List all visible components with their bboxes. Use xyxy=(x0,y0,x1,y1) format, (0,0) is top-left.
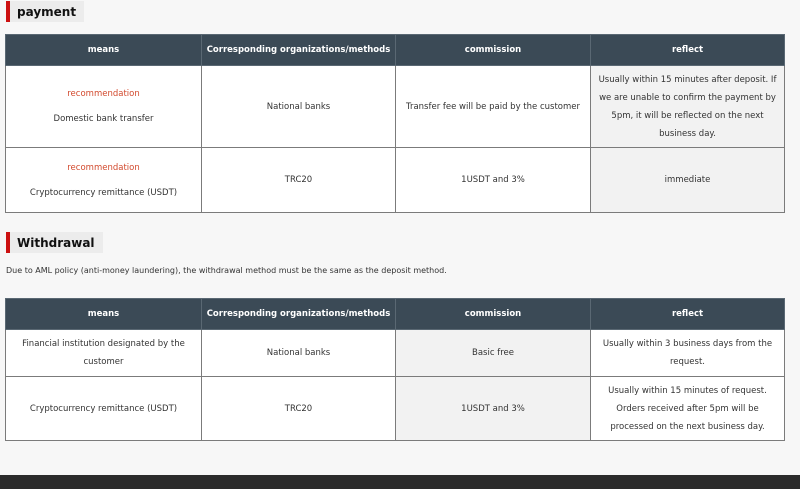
column-header-means: means xyxy=(6,299,202,330)
table-row xyxy=(6,330,785,377)
payment-heading-title: payment xyxy=(17,4,77,19)
cell-organization: TRC20 xyxy=(202,148,396,213)
footer-bar xyxy=(0,475,800,489)
cell-means: Cryptocurrency remittance (USDT) xyxy=(6,377,202,441)
cell-reflect: Usually within 15 minutes after deposit. If we are unable to confirm the payment by 5pm, it will be reflected on the next business day. xyxy=(591,66,785,148)
withdrawal-heading xyxy=(6,232,103,253)
column-header-reflect: reflect xyxy=(591,35,785,66)
heading-accent-bar xyxy=(6,232,10,253)
cell-commission: Basic free xyxy=(396,330,591,377)
cell-means xyxy=(6,148,202,213)
column-header-reflect: reflect xyxy=(591,299,785,330)
recommendation-label: recommendation xyxy=(67,89,140,99)
table-header-row xyxy=(6,35,785,66)
cell-reflect: Usually within 3 business days from the request. xyxy=(591,330,785,377)
cell-reflect: immediate xyxy=(591,148,785,213)
cell-commission: 1USDT and 3% xyxy=(396,377,591,441)
cell-organization: National banks xyxy=(202,66,396,148)
means-text: Cryptocurrency remittance (USDT) xyxy=(29,187,178,198)
cell-means: Financial institution designated by the customer xyxy=(6,330,202,377)
heading-accent-bar xyxy=(6,1,10,22)
cell-reflect: Usually within 15 minutes of request. Orders received after 5pm will be processed on the next business day. xyxy=(591,377,785,441)
cell-commission: 1USDT and 3% xyxy=(396,148,591,213)
table-row xyxy=(6,148,785,213)
table-header-row xyxy=(6,299,785,330)
cell-organization: TRC20 xyxy=(202,377,396,441)
cell-means xyxy=(6,66,202,148)
payment-heading xyxy=(6,1,84,22)
column-header-commission: commission xyxy=(396,35,591,66)
means-text: Domestic bank transfer xyxy=(53,114,154,124)
withdrawal-heading-title: Withdrawal xyxy=(17,235,95,250)
aml-policy-note: Due to AML policy (anti-money laundering), the withdrawal method must be the same as the deposit method. xyxy=(6,266,447,275)
column-header-organizations: Corresponding organizations/methods xyxy=(202,299,396,330)
cell-organization: National banks xyxy=(202,330,396,377)
recommendation-label: recommendation xyxy=(67,162,140,173)
table-row xyxy=(6,377,785,441)
column-header-organizations: Corresponding organizations/methods xyxy=(202,35,396,66)
payment-table xyxy=(5,34,785,213)
withdrawal-table xyxy=(5,298,785,441)
cell-commission: Transfer fee will be paid by the customer xyxy=(396,66,591,148)
column-header-means: means xyxy=(6,35,202,66)
column-header-commission: commission xyxy=(396,299,591,330)
table-row xyxy=(6,66,785,148)
